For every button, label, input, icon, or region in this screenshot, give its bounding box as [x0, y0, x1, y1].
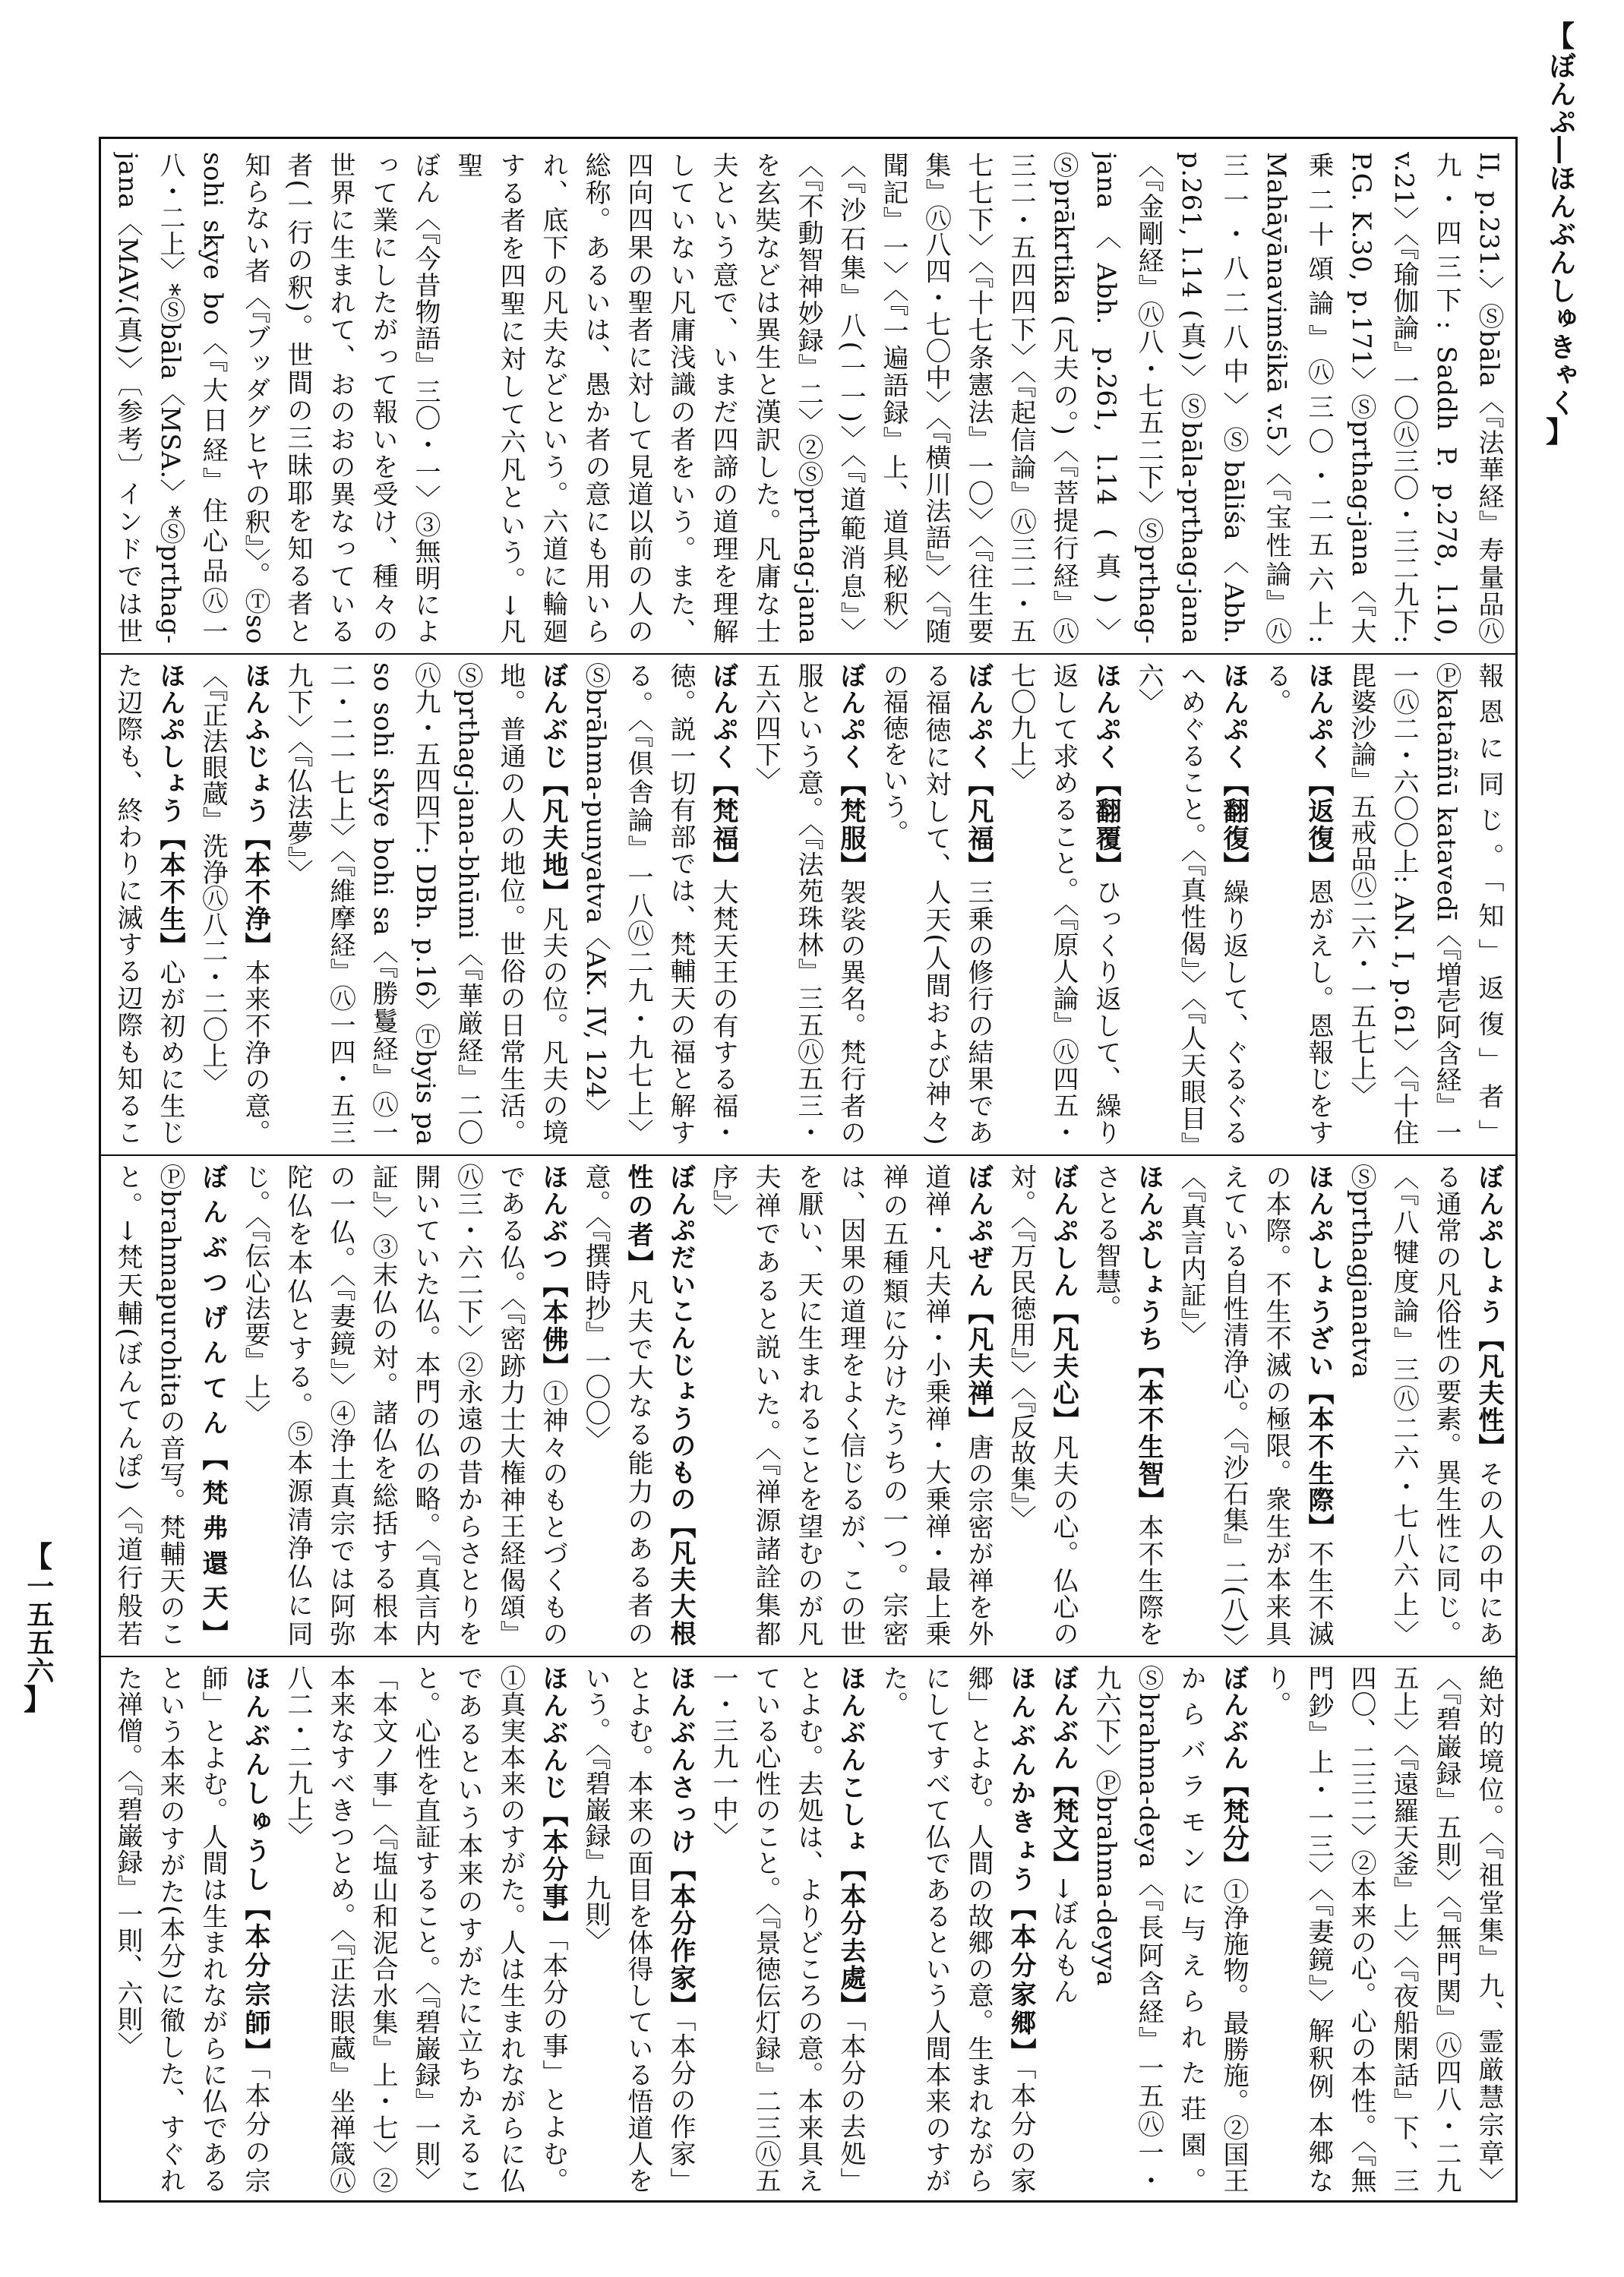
entry-body: 「本分の宗師」とよむ。人間は生まれながらに仏であるという本来のすがた(本分)に徹した、すぐれた禅僧。〈『碧巌録』一則、六則〉 — [112, 1665, 270, 2193]
dictionary-entry — [106, 1665, 276, 2193]
dictionary-entry — [1085, 1665, 1255, 2193]
entry-body: 凡夫の位。凡夫の境地。普通の人の地位。世俗の日常生活。Ⓢprthag-jana-bhūmi〈『華厳経』二〇㊇九・五四四下: DBh. p.16〉Ⓣbyis pa so sohi skye bohi sa〈『勝鬘経』㊇一二・二一七上〉〈『維摩経』㊇一四・五三九下〉〈『仏法夢』〉 — [283, 662, 568, 1145]
dictionary-entry — [234, 1164, 574, 1647]
dictionary-entry — [872, 1665, 1042, 2193]
entry-body: 凡夫で大なる能力のある者の意。〈『撰時抄』一〇〇〉 — [580, 1164, 653, 1647]
entry-headword: ぼんぷく【梵福】 — [708, 662, 738, 880]
entry-body: 「本分の作家」とよむ。本来の面目を体得している悟道人をいう。〈『碧巌録』九則〉 — [580, 1665, 696, 2193]
entry-body: その人の中にある通常の凡俗性の要素。異生性に同じ。〈『八犍度論』三㊇二六・七八六上〉Ⓢprthagjanatva — [1346, 1164, 1504, 1647]
dictionary-entry — [1000, 1164, 1085, 1647]
entry-headword: ほんぷく【返復】 — [1303, 662, 1334, 880]
entry-headword: ほんぷしょう【本不生】 — [155, 662, 185, 960]
entry-headword: ぼんぶん【梵分】 — [1218, 1665, 1249, 1878]
dictionary-entry — [191, 662, 276, 1145]
tier-divider-2 — [99, 1154, 1518, 1156]
dictionary-entry — [276, 1665, 574, 2193]
dictionary-entry — [106, 662, 191, 1145]
dictionary-entry — [106, 1164, 234, 1647]
entry-body: 三乗の修行の結果である福徳に対して、人天(人間および神々)の福徳をいう。 — [878, 662, 994, 1145]
dictionary-entry — [702, 1164, 1000, 1647]
entry-body: 「本分の事」とよむ。①真実本来のすがた。人は生まれながらに仏であるという本来のすがたに立ちかえること。心性を直証すること。〈『碧巌録』一則〉「本文ノ事」〈『塩山和泥合水集』上・七〉②本来なすべきつとめ。〈『正法眼蔵』坐禅箴㊇八二・二九上〉 — [283, 1665, 568, 2193]
tier-divider-3 — [99, 1656, 1518, 1657]
page-number-text: 一五五六 — [22, 1571, 55, 1685]
entry-body: 唐の宗密が禅を外道禅・凡夫禅・小乗禅・大乗禅・最上乗禅の五種類に分けたうちの一つ。宗密は、因果の道理をよく信じるが、この世を厭い、天に生まれることを望むのが凡夫禅であると説いた。〈『禅源諸詮集都序』〉 — [708, 1164, 994, 1647]
page-number-open-bracket: 【 — [23, 1540, 52, 1574]
dictionary-entry — [702, 1665, 872, 2193]
entry-body: 本来不浄の意。〈『正法眼蔵』洗浄㊇八二・二〇上〉 — [197, 662, 270, 1145]
dictionary-entry — [1255, 1665, 1510, 2193]
running-head-open-bracket: 【 — [1545, 19, 1575, 53]
entry-body: 不生不滅の本際。不生不滅の極限。衆生が本来具えている自性清浄心。〈『沙石集』二(八)〉〈『真言内証』〉 — [1176, 1164, 1334, 1647]
dictionary-entry — [872, 662, 1000, 1145]
entry-body: →ぼんもん — [1048, 1877, 1079, 2004]
dictionary-entry — [1000, 662, 1127, 1145]
dictionary-entry — [574, 662, 744, 1145]
entry-headword: ぼんぶん【梵文】 — [1048, 1665, 1079, 1877]
entry-headword: ほんぶんしゅうし【本分宗師】 — [240, 1665, 270, 2067]
page-number — [8, 1542, 68, 1715]
dictionary-entry — [574, 1665, 702, 2193]
entry-headword: ほんぶんじ【本分事】 — [538, 1665, 568, 1938]
entry-headword: ほんぷく【翻覆】 — [1091, 662, 1121, 880]
page-number-close-bracket: 】 — [23, 1682, 52, 1716]
entry-headword: ほんぷしょうち【本不生智】 — [1133, 1164, 1164, 1514]
tier-3 — [106, 1164, 1510, 1647]
entry-headword: ぼんぶじ【凡夫地】 — [538, 662, 568, 906]
entry-headword: ほんふじょう【本不浄】 — [240, 662, 270, 960]
dictionary-entry — [1340, 1164, 1510, 1647]
dictionary-entry — [1170, 1164, 1340, 1647]
tier-2 — [106, 662, 1510, 1145]
entry-headword: ぼんぶつげんてん【梵弗還天】 — [197, 1164, 228, 1647]
entry-body: ①浄施物。最勝施。②国王からバラモンに与えられた荘園。Ⓢbrahma-deya〈『長阿含経』一五㊇一・九六下〉Ⓟbrahma-deyya — [1091, 1665, 1249, 2193]
dictionary-entry — [1085, 1164, 1170, 1647]
entry-headword: ほんぶんさっけ【本分作家】 — [665, 1665, 696, 2020]
tier-4 — [106, 1665, 1510, 2193]
entry-headword: ほんぶつ【本佛】 — [538, 1164, 568, 1381]
entry-headword: ぼんぷく【梵服】 — [836, 662, 866, 880]
entry-body: 本不生際をさとる智慧。 — [1091, 1164, 1164, 1647]
entry-body: Ⓟbrahmapurohitaの音写。梵輔天のこと。→梵天輔(ぼんてんぽ)〈『道行般若 — [112, 1164, 185, 1647]
entry-body: 報恩に同じ。「知」返復」者」Ⓟkataññū katavedī〈『増壱阿含経』一一㊇二・六〇〇上: AN. I, p.61〉〈『十住毘婆沙論』五戒品㊇二六・一五七上〉 — [1346, 662, 1504, 1145]
entry-body: 袈裟の異名。梵行者の服という意。〈『法苑珠林』三五㊇五三・五六四下〉 — [750, 662, 866, 1145]
entry-headword: ほんぷく【翻復】 — [1218, 662, 1249, 880]
entry-headword: ぼんぷく【凡福】 — [963, 662, 994, 880]
entry-headword: ほんぶんかきょう【本分家郷】 — [1006, 1665, 1036, 2067]
dictionary-entry — [106, 152, 447, 644]
dictionary-entry — [574, 1164, 702, 1647]
entry-headword: ぼんぷぜん【凡夫禅】 — [963, 1164, 994, 1434]
running-head-close-bracket: 】 — [1545, 414, 1575, 449]
entry-body: ぼん〈『今昔物語』三〇・一〉③無明によって業にしたがって報いを受け、種々の世界に生まれて、おのおの異なっている者(一行の釈)。世間の三昧耶を知る者と知らない者〈『ブッダグヒヤの釈』〉。Ⓣso sohi skye bo〈『大日経』住心品㊇一八・二上〉*Ⓢbāla〈MSA.〉*Ⓢprthag-jana〈MAV.(真)〉〔参考〕インドでは世 — [112, 152, 441, 644]
dictionary-entry — [744, 662, 872, 1145]
entry-headword: ぼんぷしょう【凡夫性】 — [1474, 1164, 1504, 1461]
dictionary-entry — [1042, 1665, 1085, 2193]
entry-body: 心が初めに生じた辺際も、終わりに滅する辺際も知るこ — [112, 662, 185, 1145]
running-head — [1530, 21, 1591, 447]
entry-headword: ぼんぷだいこんじょうのもの【凡夫大根性の者】 — [623, 1164, 696, 1647]
entry-body: 絶対的境位。〈『祖堂集』九、霊厳慧宗章〉〈『碧巌録』五則〉〈『無門関』㊇四八・二九五上〉〈『遠羅天釜』上〉〈『夜船閑話』下、三四〇、二三二〉②本来の心。心の本性。〈『無門鈔』上・一三〉〈『妻鏡』〉解釈例 本郷なり。 — [1261, 1665, 1504, 2193]
entry-body: 「本分の去処」とよむ。去処は、よりどころの意。本来具えている心性のこと。〈『景徳伝灯録』二三㊇五一・三九一中〉 — [708, 1665, 866, 2193]
dictionary-entry — [1255, 662, 1340, 1145]
entry-body: ひっくり返して、繰り返して求めること。〈『原人論』㊇四五・七〇九上〉 — [1006, 662, 1121, 1145]
running-head-text: ぼんぷ―ほんぶんしゅきゃく — [1544, 51, 1577, 417]
tier-divider-1 — [99, 653, 1518, 655]
entry-body: 大梵天王の有する福・徳。説一切有部では、梵輔天の福と解する。〈『倶舎論』一八㊇二九・九七上〉Ⓢbrāhma-punyatva〈AK. IV, 124〉 — [580, 662, 738, 1145]
entry-body: 凡夫の心。仏心の対。〈『万民徳用』〉〈『反故集』〉 — [1006, 1164, 1079, 1647]
entry-body: II, p.231.〉Ⓢbāla〈『法華経』寿量品㊇九・四三下: Saddh P. p.278, l.10, v.21〉〈『瑜伽論』一〇㊇三〇・三二九下: P.G. K.30, p.171〉Ⓢprthag-jana〈『大乗二十頌論』㊇三〇・二五六上: Mahāyānavimśikā v.5〉〈『宝性論』㊇三一・八二八中〉Ⓢbāliśa〈Abh. p.261, l.14 (真)〉Ⓢbāla-prthag-jana〈『金剛経』㊇八・七五二下〉Ⓢprthag-jana〈Abh. p.261, l.14 (真)〉Ⓢprākrtika (凡夫の。)〈『菩提行経』㊇三二・五四四下〉〈『起信論』㊇三二・五七七下〉〈『十七条憲法』一〇〉〈『往生要集』㊇八四・七〇中〉〈『横川法語』〉〈『随聞記』一〉〈『一遍語録』上、道具秘釈〉〈『沙石集』八(一一)〉〈『道範消息』〉〈『不動智神妙録』二〉②Ⓢprthag-janaを玄奘などは異生と漢訳した。凡庸な士夫という意で、いまだ四諦の道理を理解していない凡庸浅識の者をいう。また、四向四果の聖者に対して見道以前の人の総称。あるいは、愚か者の意にも用いられ、底下の凡夫などという。六道に輪廻する者を四聖に対して六凡という。→凡聖 — [453, 152, 1504, 644]
entry-headword: ほんぶんこしょ【本分去處】 — [836, 1665, 866, 2020]
dictionary-entry — [447, 152, 1510, 644]
entry-headword: ほんぷしょうざい【本不生際】 — [1303, 1164, 1334, 1541]
entry-body: 「本分の家郷」とよむ。人間の故郷の意。生まれながらにしてすべて仏であるという人間本来のすがた。 — [878, 1665, 1036, 2193]
entry-headword: ぼんぷしん【凡夫心】 — [1048, 1164, 1079, 1434]
entry-body: ①神々のもとづくものである仏。〈『密跡力士大権神王経偈頌』㊇三・六二下〉②永遠の昔からさとりを開いていた仏。本門の仏の略。〈『真言内証』〉③末仏の対。諸仏を総括する根本の一仏。〈『妻鏡』〉④浄土真宗では阿弥陀仏を本仏とする。⑤本源清浄仏に同じ。〈『伝心法要』上〉 — [240, 1164, 568, 1647]
dictionary-entry — [1127, 662, 1255, 1145]
entry-body: 繰り返して、ぐるぐるへめぐること。〈『真性偈』〉〈『人天眼目』六〉 — [1133, 662, 1249, 1145]
tier-1 — [106, 152, 1510, 644]
dictionary-entry — [1340, 662, 1510, 1145]
dictionary-entry — [276, 662, 574, 1145]
entry-body: 恩がえし。恩報じをする。 — [1261, 662, 1334, 1145]
